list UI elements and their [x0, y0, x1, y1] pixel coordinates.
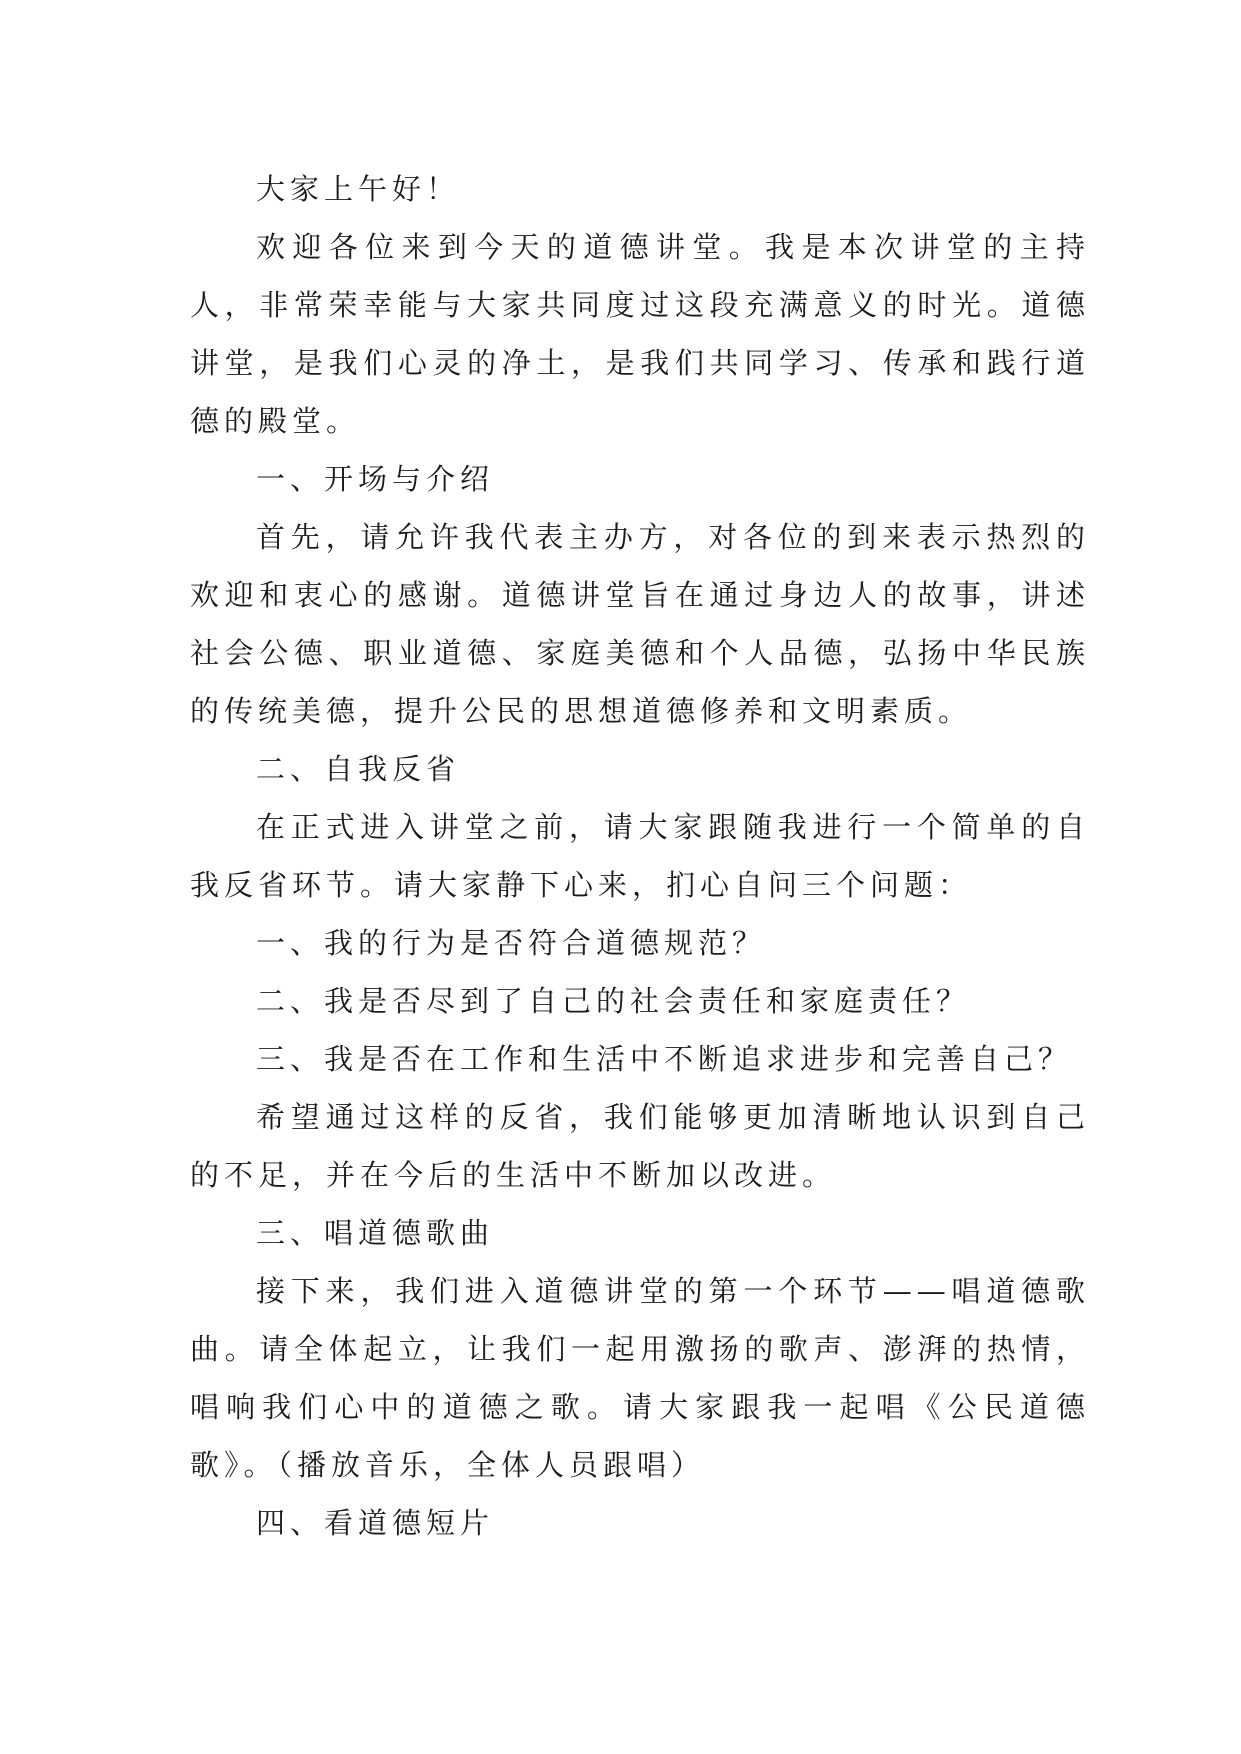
reflection-question-3: 三、我是否在工作和生活中不断追求进步和完善自己？ [256, 1042, 1073, 1076]
document-body [190, 160, 1090, 1552]
greeting-paragraph: 大家上午好！ [256, 172, 461, 206]
reflection-question-1: 一、我的行为是否符合道德规范？ [256, 926, 767, 960]
section-heading-song: 三、唱道德歌曲 [256, 1216, 495, 1250]
reflection-question-2: 二、我是否尽到了自己的社会责任和家庭责任？ [256, 984, 971, 1018]
welcome-paragraph: 欢迎各位来到今天的道德讲堂。我是本次讲堂的主持人，非常荣幸能与大家共同度过这段充满意义的时光。道德讲堂，是我们心灵的净土，是我们共同学习、传承和践行道德的殿堂。 [190, 230, 1090, 438]
reflection-intro-paragraph: 在正式进入讲堂之前，请大家跟随我进行一个简单的自我反省环节。请大家静下心来，扪心自问三个问题： [190, 810, 1090, 902]
section-heading-film: 四、看道德短片 [256, 1506, 495, 1540]
reflection-closing-paragraph: 希望通过这样的反省，我们能够更加清晰地认识到自己的不足，并在今后的生活中不断加以改进。 [190, 1100, 1090, 1192]
section-heading-reflection: 二、自我反省 [256, 752, 461, 786]
opening-paragraph: 首先，请允许我代表主办方，对各位的到来表示热烈的欢迎和衷心的感谢。道德讲堂旨在通过身边人的故事，讲述社会公德、职业道德、家庭美德和个人品德，弘扬中华民族的传统美德，提升公民的思想道德修养和文明素质。 [190, 520, 1090, 728]
section-heading-opening: 一、开场与介绍 [256, 462, 495, 496]
song-paragraph: 接下来，我们进入道德讲堂的第一个环节——唱道德歌曲。请全体起立，让我们一起用激扬的歌声、澎湃的热情，唱响我们心中的道德之歌。请大家跟我一起唱《公民道德歌》。（播放音乐，全体人员跟唱） [190, 1274, 1090, 1482]
